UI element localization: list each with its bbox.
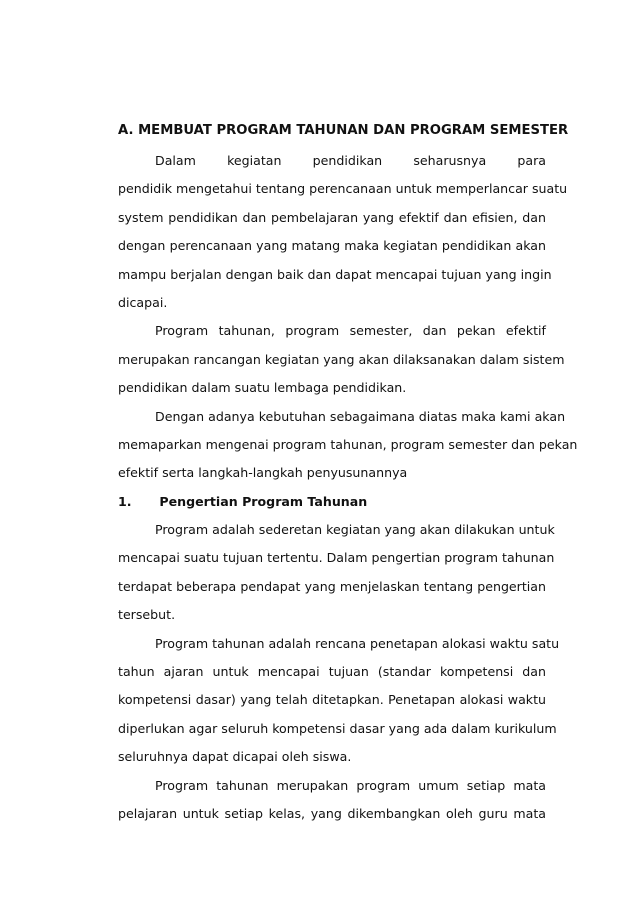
paragraph-line: system pendidikan dan pembelajaran yang efektif dan efisien, dan	[118, 209, 546, 225]
paragraph-line: memaparkan mengenai program tahunan, program semester dan pekan	[118, 436, 578, 452]
paragraph-intro	[118, 147, 568, 317]
paragraph-program-definition	[118, 317, 565, 402]
paragraph-line: mencapai suatu tujuan tertentu. Dalam pengertian program tahunan	[118, 550, 555, 566]
paragraph-line: Dalam kegiatan pendidikan seharusnya para	[155, 153, 546, 168]
paragraph-line: tahun ajaran untuk mencapai tujuan (standar kompetensi dan	[118, 664, 546, 680]
paragraph-line: pendidikan dalam suatu lembaga pendidikan.	[118, 380, 407, 396]
paragraph-line: dengan perencanaan yang matang maka kegiatan pendidikan akan	[118, 238, 546, 254]
paragraph-line: Program tahunan merupakan program umum setiap mata	[155, 777, 546, 793]
page-content	[118, 121, 578, 828]
paragraph-line: tersebut.	[118, 607, 176, 623]
paragraph-line: diperlukan agar seluruh kompetensi dasar yang ada dalam kurikulum	[118, 720, 557, 736]
chapter-heading	[118, 121, 569, 141]
paragraph-line: terdapat beberapa pendapat yang menjelaskan tentang pengertian	[118, 578, 546, 594]
paragraph-general-program	[118, 772, 546, 829]
paragraph-line: merupakan rancangan kegiatan yang akan dilaksanakan dalam sistem	[118, 351, 565, 367]
paragraph-line: Program adalah sederetan kegiatan yang akan dilakukan untuk	[155, 522, 555, 538]
paragraph-line: kompetensi dasar) yang telah ditetapkan. Penetapan alokasi waktu	[118, 692, 546, 708]
chapter-heading-title: MEMBUAT PROGRAM TAHUNAN DAN PROGRAM SEMESTER	[138, 123, 569, 138]
paragraph-line: Dengan adanya kebutuhan sebagaimana diatas maka kami akan	[155, 408, 566, 424]
paragraph-program-meaning	[118, 516, 555, 630]
section-heading-title: Pengertian Program Tahunan	[159, 493, 368, 509]
paragraph-line: Program tahunan, program semester, dan pekan efektif	[155, 323, 546, 339]
paragraph-line: seluruhnya dapat dicapai oleh siswa.	[118, 749, 352, 765]
paragraph-line: Program tahunan adalah rencana penetapan alokasi waktu satu	[155, 635, 560, 651]
paragraph-purpose	[118, 403, 578, 488]
section-heading-number: 1.	[118, 493, 132, 509]
paragraph-line: pendidik mengetahui tentang perencanaan untuk memperlancar suatu	[118, 181, 568, 197]
chapter-heading-number: A.	[118, 123, 134, 138]
paragraph-line: dicapai.	[118, 294, 168, 310]
paragraph-line: efektif serta langkah-langkah penyusunannya	[118, 465, 408, 481]
section-heading	[118, 488, 546, 516]
paragraph-line: mampu berjalan dengan baik dan dapat mencapai tujuan yang ingin	[118, 266, 552, 282]
paragraph-line: pelajaran untuk setiap kelas, yang dikembangkan oleh guru mata	[118, 805, 546, 821]
paragraph-annual-program	[118, 630, 560, 772]
